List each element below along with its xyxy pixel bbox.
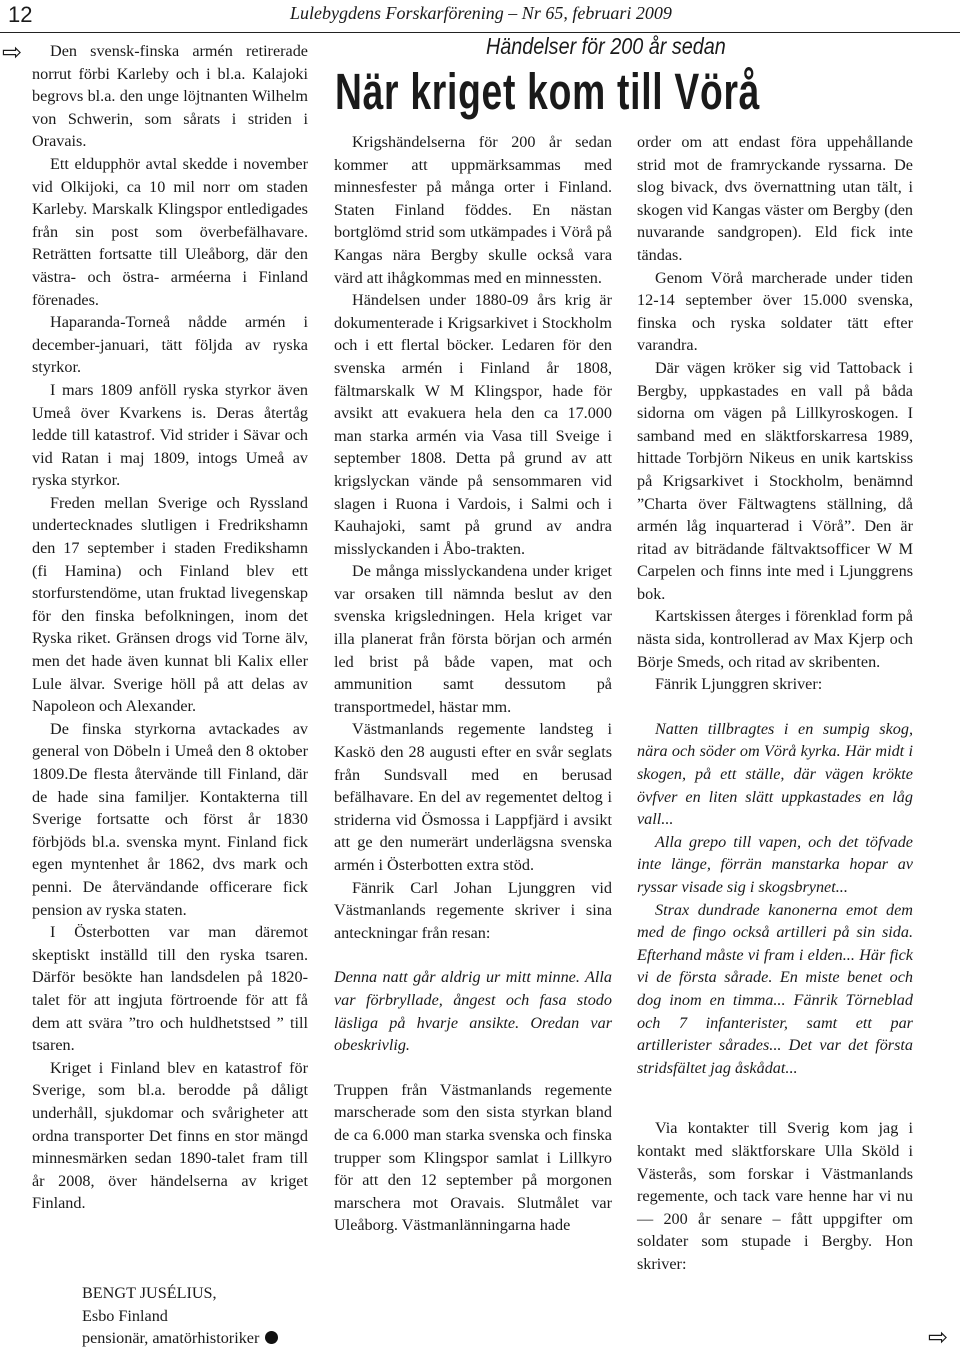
author-place: Esbo Finland — [82, 1306, 168, 1325]
paragraph: Västmanlands regemente landsteg i Kaskö den 28 augusti efter en svår seglats från Sundsvall med en berusad befälhavare. En del av regementet deltog i striderna vid Ösmossa i Lappfjärd i avsikt att ge den numerärt underlägsna svenska armén i Österbotten extra stöd. — [334, 720, 612, 874]
quote: Denna natt går aldrig ur mitt minne. Alla var förbryllade, ångest och fasa stodo läsliga på hvarje ansikte. Oredan var obeskrivlig. — [334, 968, 612, 1055]
page-number: 12 — [8, 2, 33, 27]
right-arrow-icon: ⇨ — [2, 38, 23, 66]
quote: Alla grepo till vapen, och det töfvade inte länge, förrän manstarka hopar av ryssar visade sig i skogsbrynet... — [637, 832, 913, 896]
spacer — [334, 1057, 612, 1079]
paragraph: Händelsen under 1880-09 års krig är dokumenterade i Krigsarkivet i Stockholm och i ett flertal böcker. Ledaren för den svenska armén i Finland år 1808, fältmarskalk W M Klingspor, hade för avsikt att evakuera hela den ca 17.000 man starka armén via Vasa till Sveige i september 1808. Detta på grund av att krigslyckan vände på sensommaren vid slagen i Ruona i Vardois, i Salmi och i Kauhajoki, samt på grund av andra misslyckanden i Åbo-trakten. — [334, 291, 612, 558]
paragraph: order om att endast föra uppehållande strid mot de framryckande ryssarna. De slog bivack, dvs övernattning utan tält, i skogen vid Kangas väster om Bergby (den nuvarande sandgropen). Eld fick inte tändas. — [637, 133, 913, 264]
author-signature — [82, 1282, 322, 1350]
paragraph: De finska styrkorna avtackades av general von Döbeln i Umeå den 8 oktober 1809.De flesta återvände till Finland, där de hade sina familjer. Kontakterna till Sverige fortsatte och först år 1830 förbjöds bl.a. svenska mynt. Finland fick egen myntenhet år 1862, dvs mark och penni. De återvändande officerare fick pension av ryska staten. — [32, 719, 308, 919]
spacer — [637, 696, 913, 718]
paragraph: Freden mellan Sverige och Ryssland undertecknades slutligen i Fredrikshamn den 17 september i staden Fredikshamn (fi Hamina) och Finland blev ett storfurstendöme, utan fruktad livegenskap för den finska befolkningen, inom det Ryska riket. Gränsen drogs vid Torne älv, men det hade även kunnat bli Kalix eller Lule älvar. Sverige höll på att delas av Napoleon och Alexander. — [32, 493, 308, 716]
author-role: pensionär, amatörhistoriker — [82, 1329, 260, 1348]
paragraph: Den svensk-finska armén retirerade norrut förbi Karleby och i bl.a. Kalajoki begrovs bl.a. den unge löjtnanten Wilhelm von Schwerin, som sårats i striden i Oravais. — [32, 42, 308, 151]
right-arrow-icon: ⇨ — [928, 1323, 949, 1351]
paragraph: Där vägen kröker sig vid Tattoback i Bergby, uppkastades en vall på båda sidorna om vägen på Lillkyroskogen. I samband med en släktforskarresa 1989, hittade Torbjörn Nikeus en unik kartskiss på Krigsarkivet i Stockholm, benämnd ”Charta över Fältwagtens ställning, då armén låg inquarterad i Vörå”. Den är ritad av biträdande fältvaktsofficer W M Carpelen och finns inte med i Ljunggrens bok. — [637, 358, 913, 603]
paragraph: Fänrik Ljunggren skriver: — [655, 675, 823, 694]
paragraph: I mars 1809 anföll ryska styrkor även Umeå över Kvarkens is. Deras återtåg ledde till katastrof. Vid strider i Sävar och vid Ratan i maj 1809, intogs Umeå av ryska styrkor. — [32, 380, 308, 490]
quote: Natten tillbragtes i en sumpig skog, nära och söder om Vörå kyrka. Här midt i skogen, på ett ställe, där vägen krökte övfver en liten slätt uppkastades en låg vall... — [637, 719, 913, 829]
column-2 — [334, 131, 612, 1237]
paragraph: Haparanda-Torneå nådde armén i december-januari, tätt följda av ryska styrkor. — [32, 313, 308, 377]
running-head: Lulebygdens Forskarförening – Nr 65, februari 2009 — [290, 3, 672, 23]
article-kicker: Händelser för 200 år sedan — [486, 33, 726, 59]
paragraph: Genom Vörå marcherade under tiden 12-14 september över 15.000 svenska, finska och ryska soldater tätt efter varandra. — [637, 268, 913, 355]
spacer — [637, 1079, 913, 1117]
column-1 — [32, 40, 308, 1215]
column-3 — [637, 131, 913, 1276]
author-name: BENGT JUSÉLIUS, — [82, 1284, 217, 1302]
paragraph: Kartskissen återges i förenklad form på nästa sida, kontrollerad av Max Kjerp och Börje Smeds, och ritad av skribenten. — [637, 607, 913, 671]
paragraph: De många misslyckandena under kriget var orsaken till nämnda beslut av den svenska krigsledningen. Hela kriget var illa planerat från första början och armén led brist på både vapen, mat och ammunition samt dessutom på transportmedel, hästar mm. — [334, 562, 612, 716]
article-headline: När kriget kom till Vörå — [335, 63, 761, 120]
paragraph: Via kontakter till Sverig kom jag i kontakt med släktforskare Ulla Sköld i Västerås, som forskar i Västmanlands regemente, och tack vare henne har vi nu — 200 år senare – fått uppgifter om soldater som stupade i Bergby. Hon skriver: — [637, 1119, 913, 1273]
paragraph: Truppen från Västmanlands regemente marscherade som den sista styrkan bland de ca 6.000 man starka svenska och finska trupper som Klingspor samlat i Lillkyro för att den 12 september på morgonen marschera mot Oravais. Slutmålet var Uleåborg. Västmanlänningarna hade — [334, 1080, 612, 1235]
paragraph: I Österbotten var man däremot skeptiskt inställd till den ryska tsaren. Därför besökte han landsdelen på 1820-talet för att ingjuta förtroende för att få dem att svära ”tro och huldhetstsed ” till tsaren. — [32, 923, 308, 1055]
spacer — [334, 944, 612, 966]
header-rule — [0, 32, 960, 33]
paragraph: Krigshändelserna för 200 år sedan kommer att uppmärksammas med minnesfester på många orter i Finland. Staten Finland föddes. En nästan bortglömd strid som utkämpades i Vörå på Kangas nära Bergby skulle också vara värd att ihågkommas med en minnessten. — [334, 133, 612, 287]
author-role-line — [82, 1327, 322, 1350]
paragraph: Ett eldupphör avtal skedde i november vid Olkijoki, ca 10 mil norr om staden Karleby. Marskalk Klingspor entledigades från sin post som överbefälhavare. Reträtten fortsatte till Uleåborg, där den västra- och östra- arméerna i Finland förenades. — [32, 154, 308, 309]
paragraph: Kriget i Finland blev en katastrof för Sverige, som bl.a. berodde på dåligt underhåll, sjukdomar och svårigheter att ordna transporter Det finns en stor mängd minnesmärken sedan 1890-talet fram till år 2008, över händelserna av kriget Finland. — [32, 1058, 308, 1213]
quote: Strax dundrade kanonerna emot dem med de fingo också artilleri på sin sida. Efterhand måste vi fram i elden... Här fick vi de första sårade. En miste benet och dog inom en timma... Fänrik Törneblad och 7 infanterister, samt ett par artillerister sårades... Det var det första stridsfältet jag åskådat... — [637, 900, 913, 1077]
paragraph: Fänrik Carl Johan Ljunggren vid Västmanlands regemente skriver i sina anteckningar från resan: — [334, 878, 612, 942]
end-dot-icon — [265, 1331, 278, 1344]
